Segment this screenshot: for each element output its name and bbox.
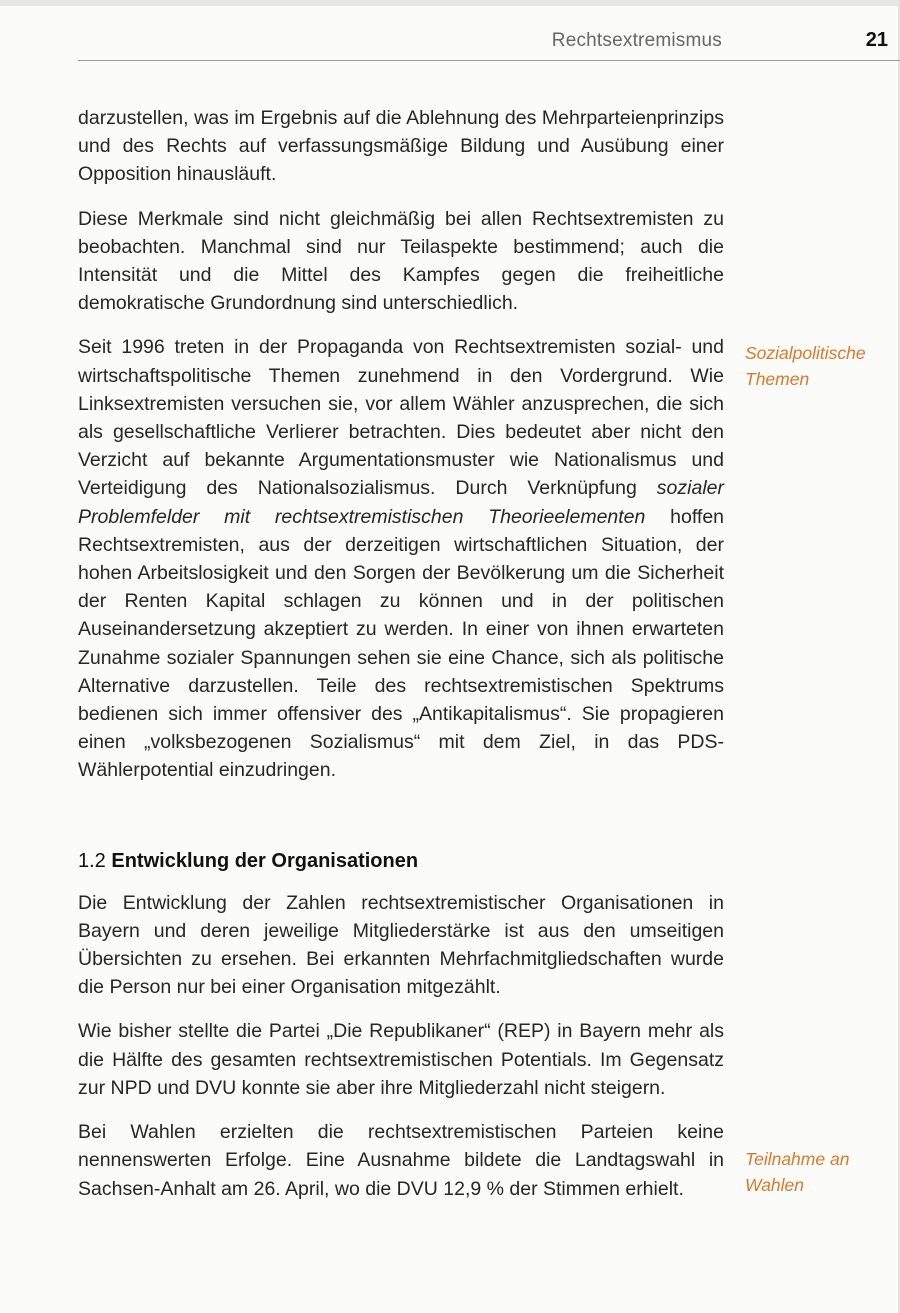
paragraph-6: Bei Wahlen erzielten die rechtsextremistischen Parteien keine nennenswerten Erfolge. Eine Ausnahme bildete die Landtagswahl in Sachsen-Anhalt am 26. April, wo die DVU 12,9 % der Stimmen erhielt. <box>78 1121 724 1200</box>
running-header <box>0 30 900 58</box>
paragraph-2: Diese Merkmale sind nicht gleichmäßig bei allen Rechtsextremisten zu beobachten. Manchmal sind nur Teilaspekte bestimmend; auch die Intensität und die Mittel des Kampfes gegen die freiheitliche demokratische Grundordnung sind unterschiedlich. <box>78 207 724 315</box>
paragraph-4: Die Entwicklung der Zahlen rechtsextremistischer Organisationen in Bayern und deren jeweilige Mitgliederstärke ist aus den umseitigen Übersichten zu ersehen. Bei erkannten Mehrfachmitgliedschaften wurde die Person nur bei einer Organisation mitgezählt. <box>78 891 724 999</box>
page-number: 21 <box>865 29 888 51</box>
main-text-column <box>78 104 724 1219</box>
section-heading <box>78 847 724 875</box>
paragraph-3 <box>78 333 724 784</box>
paragraph-1: darzustellen, was im Ergebnis auf die Ablehnung des Mehrparteienprinzips und des Rechts auf verfassungsmäßige Bildung und Ausübung einer Opposition hinausläuft. <box>78 107 724 186</box>
running-title: Rechtsextremismus <box>551 30 722 51</box>
section-number: 1.2 <box>78 849 106 872</box>
paragraph-5: Wie bisher stellte die Partei „Die Republikaner“ (REP) in Bayern mehr als die Hälfte des gesamten rechtsextremistischen Potentials. Im Gegensatz zur NPD und DVU konnte sie aber ihre Mitgliederzahl nicht steigern. <box>78 1020 724 1099</box>
paragraph-3-text-start: Seit 1996 treten in der Propaganda von Rechtsextremisten sozial- und wirtschaftspolitische Themen zunehmend in den Vordergrund. Wie Linksextremisten versuchen sie, vor allem Wähler anzusprechen, die sich als gesellschaftliche Verlierer betrachten. Dies bedeutet aber nicht den Verzicht auf bekannte Argumentationsmuster wie Nationalismus und Verteidigung des Nationalsozialismus. Durch Verknüpfung <box>78 336 724 500</box>
margin-note-social-topics: Sozialpolitische Themen <box>745 343 866 389</box>
section-title: Entwicklung der Organisationen <box>111 849 419 872</box>
page-top-edge <box>0 0 900 6</box>
paragraph-3-italic-phrase: sozialer Problemfelder mit rechtsextremistischen Theorieelementen <box>78 477 724 528</box>
header-rule <box>78 60 900 61</box>
paragraph-3-text-end: hoffen Rechtsextremisten, aus der derzeitigen wirtschaftlichen Situation, der hohen Arbeitslosigkeit und den Sorgen der Bevölkerung um die Sicherheit der Renten Kapital schlagen zu können und in der politischen Auseinandersetzung akzeptiert zu werden. In einer von ihnen erwarteten Zunahme sozialer Spannungen sehen sie eine Chance, sich als politische Alternative darzustellen. Teile des rechtsextremistischen Spektrums bedienen sich immer offensiver des „Antikapitalismus“. Sie propagieren einen „volksbezogenen Sozialismus“ mit dem Ziel, in das PDS-Wählerpotential einzudringen. <box>78 505 725 782</box>
margin-note-elections: Teilnahme an Wahlen <box>745 1149 850 1195</box>
